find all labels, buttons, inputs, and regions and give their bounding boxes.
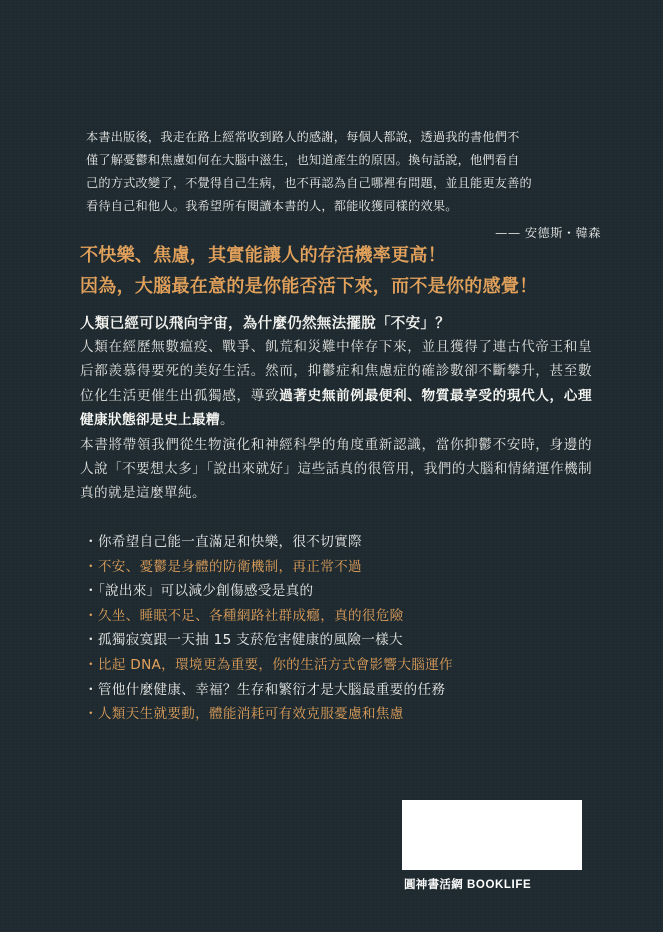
list-item: ・比起 DNA，環境更為重要，你的生活方式會影響大腦運作 (84, 656, 453, 673)
highlight-line-1: 不快樂、焦慮，其實能讓人的存活機率更高！ (80, 245, 446, 266)
list-item: ・管他什麼健康、幸福？生存和繁衍才是大腦最重要的任務 (84, 681, 446, 698)
highlight-headline (80, 240, 620, 302)
endorsement-attribution: —— 安德斯・韓森 (495, 226, 601, 240)
endorsement-line: 僅了解憂鬱和焦慮如何在大腦中滋生，也知道產生的原因。換句話說，他們看自 (86, 153, 520, 167)
body-paragraph-1 (80, 335, 592, 433)
body-p1-start: 人類在經歷無數瘟疫、戰爭、飢荒和災難中倖存下來，並且獲得了連古代帝王和皇后都羨慕得要死的美好生活。然而，抑鬱症和焦慮症的確診數卻不斷攀升，甚至數位化生活更催生出孤獨感，導致 (80, 339, 592, 404)
barcode-placeholder (402, 800, 582, 870)
endorsement-line: 己的方式改變了，不覺得自己生病，也不再認為自己哪裡有問題，並且能更友善的 (86, 176, 532, 190)
booklife-logo: BOOKLIFE (467, 879, 532, 891)
publisher-name: 圓神書活網 (404, 877, 463, 891)
endorsement-quote (86, 126, 606, 218)
endorsement-line: 看待自己和他人。我希望所有閱讀本書的人，都能收獲同樣的效果。 (86, 199, 458, 213)
body-text (80, 335, 592, 506)
list-item: ・孤獨寂寞跟一天抽 15 支菸危害健康的風險一樣大 (84, 632, 403, 649)
body-p1-end: 。 (219, 412, 234, 429)
list-item: ・不安、憂鬱是身體的防衛機制，再正常不過 (84, 558, 362, 575)
list-item: ・「說出來」可以減少創傷感受是真的 (84, 583, 314, 600)
list-item: ・你希望自己能一直滿足和快樂，很不切實際 (84, 534, 362, 550)
bullet-list (84, 530, 604, 727)
section-question: 人類已經可以飛向宇宙，為什麼仍然無法擺脫「不安」？ (80, 316, 450, 332)
publisher-logo (404, 876, 531, 892)
list-item: ・久坐、睡眠不足、各種網路社群成癮，真的很危險 (84, 607, 404, 624)
endorsement-line: 本書出版後，我走在路上經常收到路人的感謝，每個人都說，透過我的書他們不 (86, 130, 520, 144)
body-paragraph-2: 本書將帶領我們從生物演化和神經科學的角度重新認識，當你抑鬱不安時，身邊的人說「不要想太多」「說出來就好」這些話真的很管用，我們的大腦和情緒運作機制真的就是這麼單純。 (80, 436, 592, 502)
body-p1-bold: 過著史無前例最便利、物質最享受的現代人，心理健康狀態卻是史上最糟 (80, 387, 592, 429)
list-item: ・人類天生就要動，體能消耗可有效克服憂慮和焦慮 (84, 706, 404, 723)
highlight-line-2: 因為，大腦最在意的是你能否活下來，而不是你的感覺！ (80, 276, 538, 297)
